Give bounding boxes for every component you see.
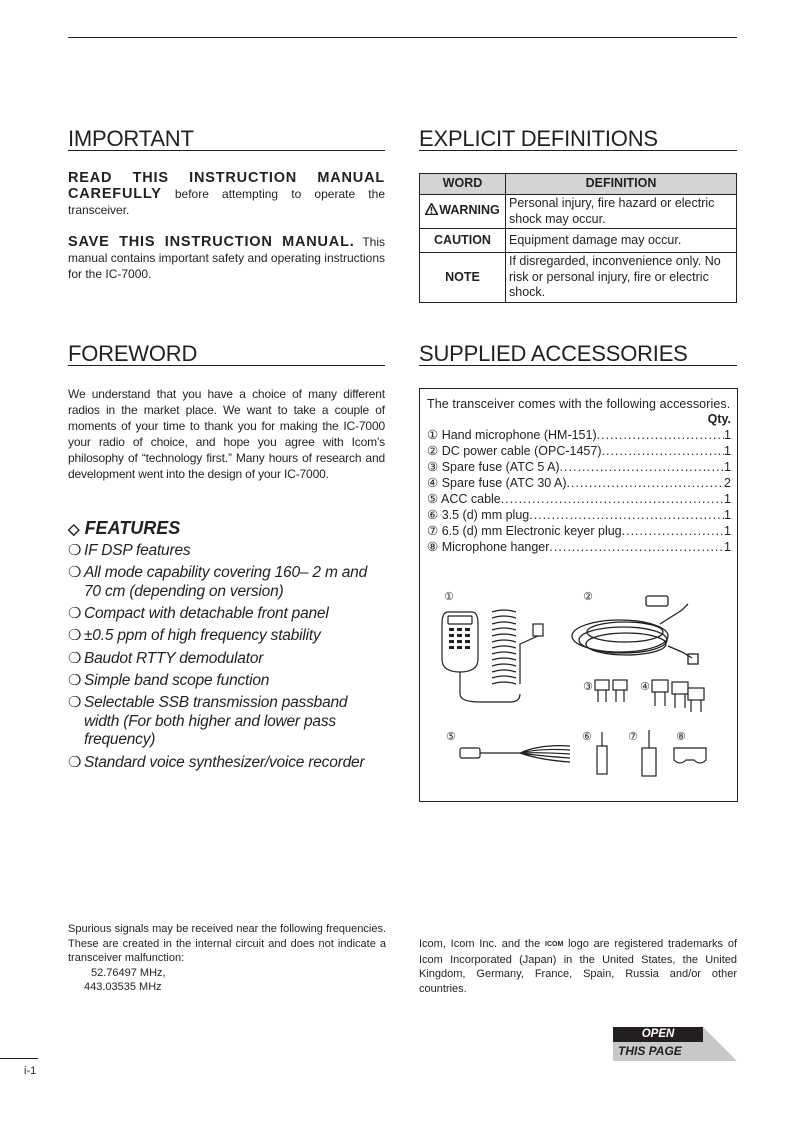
important-section — [68, 126, 385, 151]
item-qty: 2 — [724, 476, 731, 490]
circle-bullet-icon: ❍ — [68, 542, 82, 559]
list-item — [68, 564, 386, 601]
item-number: ⑤ — [427, 492, 439, 506]
col-word-header: WORD — [420, 174, 506, 195]
save-manual-bold: SAVE THIS INSTRUCTION MANUAL. — [68, 234, 355, 250]
accessories-title: SUPPLIED ACCESSORIES — [419, 341, 688, 366]
trademark-text-before: Icom, Icom Inc. and the — [419, 938, 546, 950]
circle-bullet-icon: ❍ — [68, 694, 82, 712]
list-item — [427, 475, 731, 491]
definitions-table — [419, 173, 737, 303]
dc-power-cable-icon — [572, 596, 698, 664]
accessories-section — [419, 341, 737, 366]
list-item — [427, 491, 731, 507]
circle-bullet-icon: ❍ — [68, 627, 82, 645]
feature-text: Baudot RTTY demodulator — [84, 649, 264, 667]
leader-dots — [549, 539, 724, 555]
item-name: Hand microphone (HM-151) — [441, 428, 597, 442]
accessories-illustration — [420, 584, 737, 799]
list-item — [68, 672, 386, 691]
leader-dots — [560, 459, 724, 475]
spurious-freq-1: 52.76497 MHz, — [91, 967, 166, 979]
table-row — [420, 195, 737, 229]
list-item — [427, 539, 731, 555]
page-number: i-1 — [24, 1065, 37, 1077]
label-5: ⑤ — [446, 730, 456, 743]
label-1: ① — [444, 590, 454, 603]
spare-fuse-30a-icon — [652, 680, 704, 712]
table-row — [420, 229, 737, 253]
important-title: IMPORTANT — [68, 126, 194, 151]
feature-text: Standard voice synthesizer/voice recorder — [84, 753, 365, 771]
label-6: ⑥ — [582, 730, 592, 743]
accessories-intro: The transceiver comes with the following accessories. — [427, 397, 731, 411]
feature-text: Selectable SSB transmission passband width (For both higher and lower pass frequency) — [84, 694, 348, 749]
read-manual-bold: READ THIS INSTRUCTION MANUAL CAREFULLY — [68, 170, 385, 202]
qty-label: Qty. — [707, 412, 731, 426]
read-manual-rest: before attempting to operate the transceiver. — [68, 187, 385, 217]
item-qty: 1 — [724, 492, 731, 506]
feature-text: ±0.5 ppm of high frequency stability — [84, 627, 321, 645]
list-item — [427, 443, 731, 459]
circle-bullet-icon: ❍ — [68, 564, 82, 582]
tab-this-page-label: THIS PAGE — [618, 1044, 682, 1058]
read-manual-paragraph — [68, 170, 385, 218]
item-number: ③ — [427, 460, 439, 474]
label-3: ③ — [583, 680, 593, 693]
foreword-title: FOREWORD — [68, 341, 198, 366]
trademark-text-after: logo are registered trademarks of Icom Incorporated (Japan) in the United States, the United Kingdom, Germany, France, Spain, Russia and/or other countries. — [419, 938, 737, 995]
leader-dots — [597, 427, 724, 443]
leader-dots — [529, 507, 724, 523]
item-qty: 1 — [724, 444, 731, 458]
features-heading-text: FEATURES — [84, 518, 181, 538]
leader-dots — [602, 443, 725, 459]
save-manual-paragraph — [68, 234, 385, 282]
table-row — [420, 253, 737, 303]
item-name: DC power cable (OPC-1457) — [441, 444, 602, 458]
feature-text: Simple band scope function — [84, 671, 270, 689]
warning-triangle-icon — [425, 203, 438, 220]
list-item — [68, 542, 386, 561]
spare-fuse-5a-icon — [595, 680, 627, 702]
item-name: Microphone hanger — [441, 540, 550, 554]
feature-text: All mode capability covering 160– 2 m and 70 cm (depending on version) — [84, 564, 368, 600]
label-8: ⑧ — [676, 730, 686, 743]
label-4: ④ — [640, 680, 650, 693]
definitions-title: EXPLICIT DEFINITIONS — [419, 126, 658, 151]
foreword-text: We understand that you have a choice of many different radios in the market place. We want to take a couple of moments of your time to thank you for making the IC-7000 your radio of choice, and hope you agree with Icom's philosophy of “technology first.” Many hours of research and development went into the design of your IC-7000. — [68, 387, 385, 481]
tab-open-label: OPEN — [641, 1028, 675, 1040]
spurious-freq-2: 443.03535 MHz — [84, 981, 162, 993]
leader-dots — [567, 475, 725, 491]
warning-word: WARNING — [439, 203, 500, 218]
foreword-section — [68, 341, 385, 366]
caution-definition: Equipment damage may occur. — [506, 229, 737, 253]
note-definition: If disregarded, inconvenience only. No risk or personal injury, fire or electric shock. — [506, 253, 737, 303]
circle-bullet-icon: ❍ — [68, 753, 82, 771]
item-name: Spare fuse (ATC 30 A) — [441, 476, 567, 490]
warning-word-cell — [420, 195, 506, 229]
6-5mm-keyer-plug-icon — [642, 730, 656, 776]
list-item — [68, 650, 386, 669]
list-item — [68, 754, 386, 773]
item-qty: 1 — [724, 460, 731, 474]
item-number: ⑥ — [427, 508, 439, 522]
acc-cable-icon — [460, 746, 570, 762]
list-item — [427, 523, 731, 539]
item-name: Spare fuse (ATC 5 A) — [441, 460, 560, 474]
item-number: ⑧ — [427, 540, 439, 554]
item-name: ACC cable — [441, 492, 501, 506]
list-item — [68, 605, 386, 624]
hand-microphone-icon — [442, 610, 543, 702]
list-item — [427, 427, 731, 443]
microphone-hanger-icon — [674, 748, 706, 763]
diamond-icon: ◇ — [68, 521, 80, 538]
leader-dots — [622, 523, 724, 539]
label-7: ⑦ — [628, 730, 638, 743]
open-this-page-tab[interactable] — [613, 1027, 737, 1061]
item-qty: 1 — [724, 428, 731, 442]
item-number: ④ — [427, 476, 439, 490]
label-2: ② — [583, 590, 593, 603]
leader-dots — [501, 491, 724, 507]
trademark-text — [419, 937, 737, 996]
caution-word: CAUTION — [420, 229, 506, 253]
item-name: 3.5 (d) mm plug — [441, 508, 530, 522]
save-manual-rest: This manual contains important safety and operating instructions for the IC-7000. — [68, 235, 385, 281]
icom-logo: ICOM — [545, 941, 564, 948]
list-item — [68, 694, 386, 750]
list-item — [427, 459, 731, 475]
feature-text: Compact with detachable front panel — [84, 605, 329, 623]
list-item — [427, 507, 731, 523]
circle-bullet-icon: ❍ — [68, 605, 82, 623]
list-item — [68, 627, 386, 646]
top-rule — [68, 37, 737, 38]
accessories-list — [427, 427, 731, 555]
accessories-box — [419, 388, 738, 802]
feature-text: IF DSP features — [84, 542, 191, 559]
item-qty: 1 — [724, 524, 731, 538]
item-qty: 1 — [724, 540, 731, 554]
item-number: ① — [427, 428, 439, 442]
definitions-header-row — [420, 174, 737, 195]
circle-bullet-icon: ❍ — [68, 671, 82, 689]
item-qty: 1 — [724, 508, 731, 522]
circle-bullet-icon: ❍ — [68, 649, 82, 667]
note-word: NOTE — [420, 253, 506, 303]
spurious-text: Spurious signals may be received near the following frequencies. These are created in the internal circuit and does not indicate a transceiver malfunction: — [68, 923, 386, 964]
item-number: ② — [427, 444, 439, 458]
3-5mm-plug-icon — [597, 732, 607, 774]
definitions-section — [419, 126, 737, 151]
item-number: ⑦ — [427, 524, 439, 538]
page-number-rule — [0, 1058, 38, 1059]
item-name: 6.5 (d) mm Electronic keyer plug — [441, 524, 622, 538]
col-definition-header: DEFINITION — [506, 174, 737, 195]
warning-definition: Personal injury, fire hazard or electric shock may occur. — [506, 195, 737, 229]
features-heading — [68, 518, 180, 539]
features-list — [68, 542, 386, 776]
